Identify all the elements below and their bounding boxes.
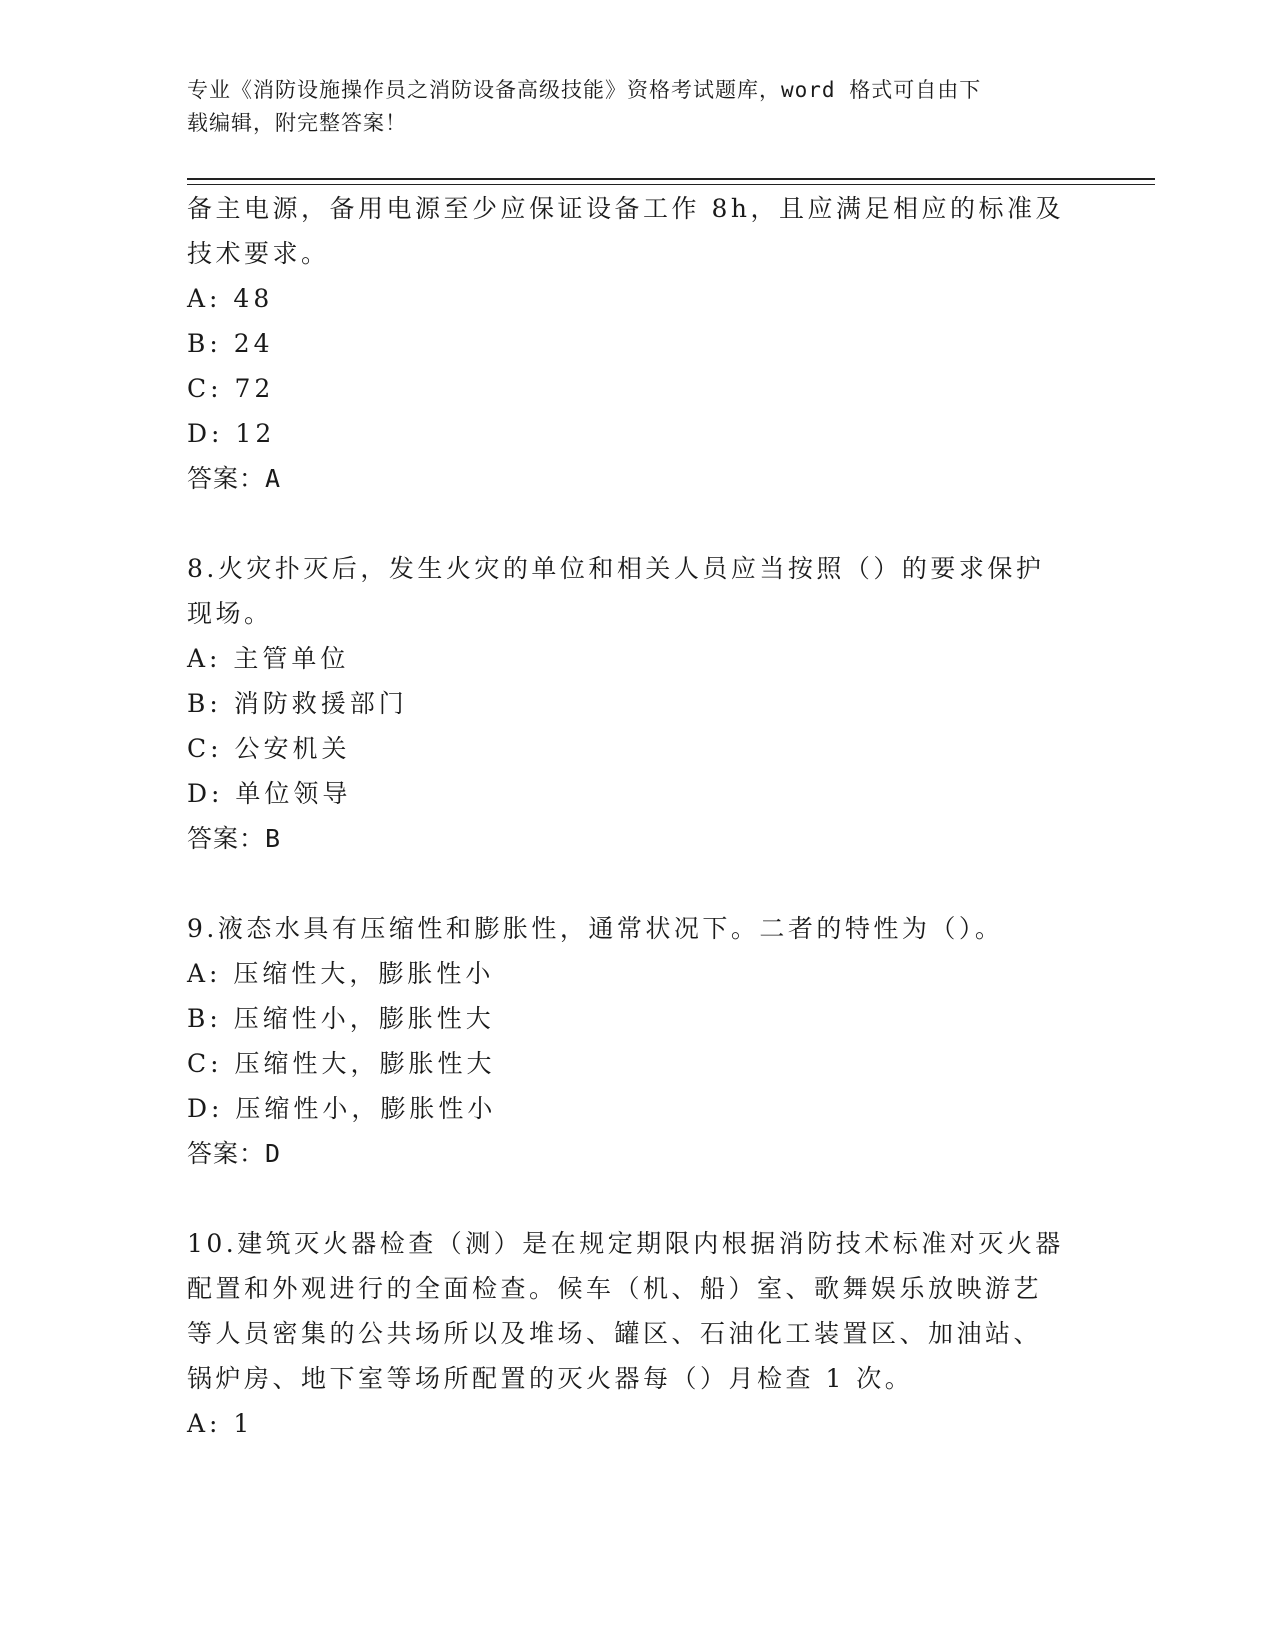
question-text-line: 现场。	[187, 599, 273, 628]
answer-line: 答案：A	[187, 464, 282, 493]
question-block	[187, 186, 1087, 501]
header-line-2: 载编辑，附完整答案！	[187, 111, 407, 135]
question-text-line: 锅炉房、地下室等场所配置的灭火器每（）月检查 1 次。	[187, 1364, 914, 1393]
document-header	[187, 74, 1067, 140]
spacer	[187, 501, 1087, 546]
question-text-line: 9.液态水具有压缩性和膨胀性，通常状况下。二者的特性为（）。	[187, 914, 1004, 943]
question-block	[187, 546, 1087, 861]
option-a: A: 主管单位	[187, 644, 350, 673]
question-text-line: 技术要求。	[187, 239, 330, 268]
question-text-line: 等人员密集的公共场所以及堆场、罐区、石油化工装置区、加油站、	[187, 1319, 1043, 1348]
question-text-line: 8.火灾扑灭后，发生火灾的单位和相关人员应当按照（）的要求保护	[187, 554, 1045, 583]
question-block	[187, 1221, 1087, 1446]
option-b: B: 24	[187, 329, 274, 358]
option-c: C: 压缩性大，膨胀性大	[187, 1049, 496, 1078]
question-text-line: 备主电源，备用电源至少应保证设备工作 8h，且应满足相应的标准及	[187, 194, 1064, 223]
question-list	[187, 186, 1087, 1446]
option-c: C: 公安机关	[187, 734, 351, 763]
answer-line: 答案：B	[187, 824, 282, 853]
header-rule-thin	[187, 184, 1155, 185]
question-text-line: 配置和外观进行的全面检查。候车（机、船）室、歌舞娱乐放映游艺	[187, 1274, 1043, 1303]
option-a: A: 1	[187, 1409, 254, 1438]
header-rule-thick	[187, 178, 1155, 180]
option-b: B: 消防救援部门	[187, 689, 408, 718]
option-a: A: 48	[187, 284, 274, 313]
option-d: D: 压缩性小，膨胀性小	[187, 1094, 497, 1123]
option-b: B: 压缩性小，膨胀性大	[187, 1004, 495, 1033]
option-d: D: 单位领导	[187, 779, 352, 808]
answer-line: 答案：D	[187, 1139, 282, 1168]
question-text-line: 10.建筑灭火器检查（测）是在规定期限内根据消防技术标准对灭火器	[187, 1229, 1064, 1258]
header-line-1: 专业《消防设施操作员之消防设备高级技能》资格考试题库，word 格式可自由下	[187, 78, 982, 102]
spacer	[187, 861, 1087, 906]
question-block	[187, 906, 1087, 1176]
spacer	[187, 1176, 1087, 1221]
option-c: C: 72	[187, 374, 275, 403]
option-d: D: 12	[187, 419, 276, 448]
option-a: A: 压缩性大，膨胀性小	[187, 959, 495, 988]
